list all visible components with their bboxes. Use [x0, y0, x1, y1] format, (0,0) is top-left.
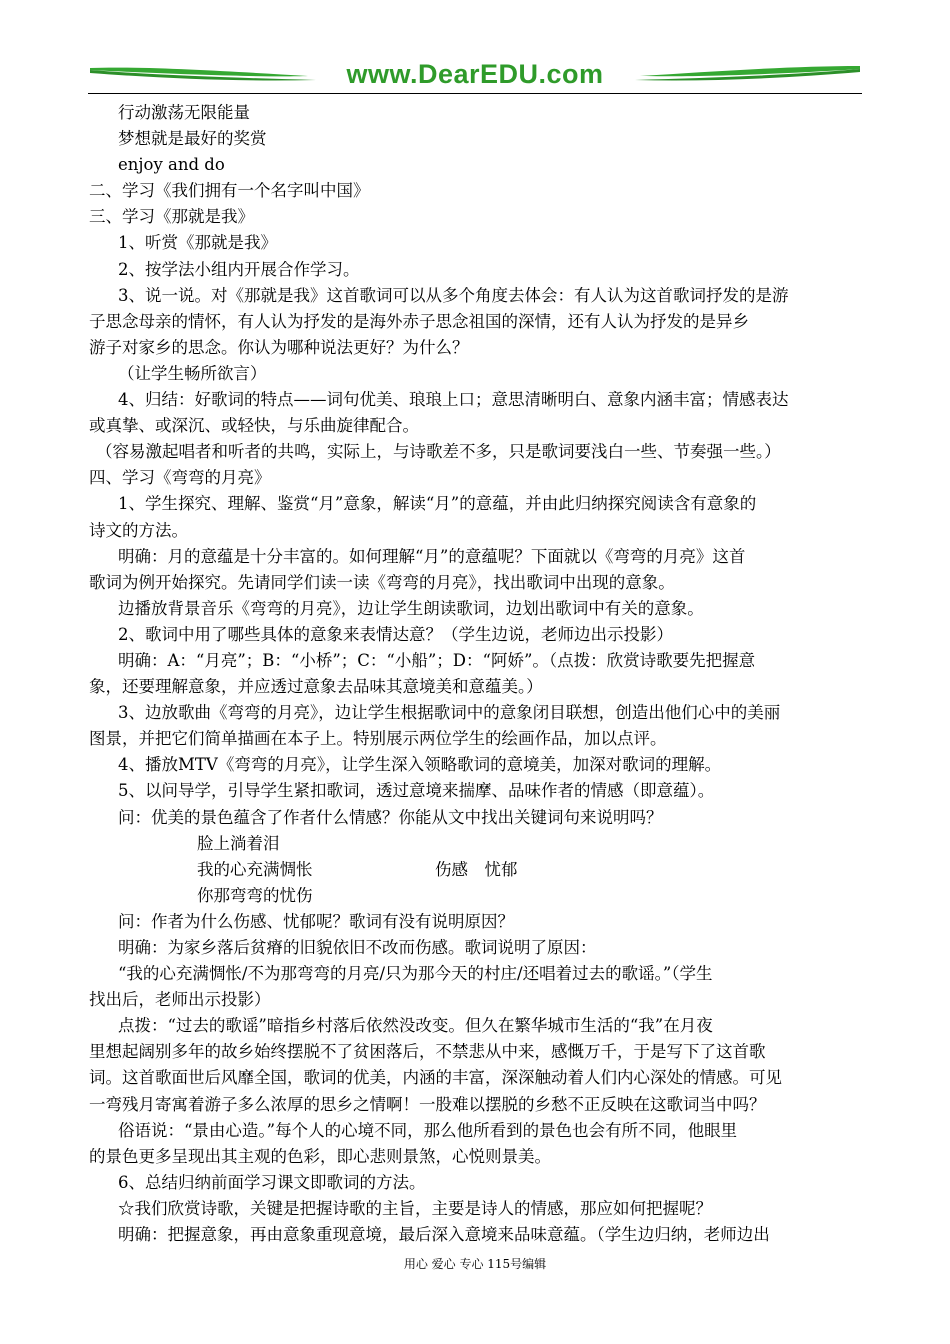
text-line: 或真挚、或深沉、或轻快，与乐曲旋律配合。 — [89, 416, 419, 436]
text-line: （让学生畅所欲言） — [118, 363, 267, 383]
text-line: 一弯残月寄寓着游子多么浓厚的思乡之情啊！一股难以摆脱的乡愁不正反映在这歌词当中吗？ — [89, 1094, 766, 1114]
text-line: 明确：为家乡落后贫瘠的旧貌依旧不改而伤感。歌词说明了原因： — [118, 938, 597, 957]
document-body — [89, 100, 861, 1248]
section-heading: 四、学习《弯弯的月亮》 — [89, 468, 271, 488]
text-line: 4、归结：好歌词的特点——词句优美、琅琅上口；意思清晰明白、意象内涵丰富；情感表达 — [118, 390, 789, 410]
lyric-text: 我的心充满惆怅 — [197, 859, 313, 879]
section-heading: 三、学习《那就是我》 — [89, 207, 254, 227]
text-line: 边播放背景音乐《弯弯的月亮》，边让学生朗读歌词，边划出歌词中有关的意象。 — [118, 598, 704, 618]
text-line: 象，还要理解意象，并应透过意象去品味其意境美和意蕴美。） — [89, 677, 543, 697]
text-line: 2、歌词中用了哪些具体的意象来表情达意？（学生边说，老师边出示投影） — [118, 624, 673, 644]
section-heading: 二、学习《我们拥有一个名字叫中国》 — [89, 181, 370, 201]
text-line: 词。这首歌面世后风靡全国，歌词的优美，内涵的丰富，深深触动着人们内心深处的情感。可见 — [89, 1068, 782, 1088]
site-logo: www.DearEDU.com — [346, 59, 604, 89]
text-line: 里想起阔别多年的故乡始终摆脱不了贫困落后，不禁悲从中来，感慨万千，于是写下了这首歌 — [89, 1042, 766, 1062]
text-line: 歌词为例开始探究。先请同学们读一读《弯弯的月亮》，找出歌词中出现的意象。 — [89, 572, 675, 592]
lyric-line: 你那弯弯的忧伤 — [197, 885, 313, 905]
text-line: enjoy and do — [118, 155, 225, 175]
text-line: 1、学生探究、理解、鉴赏“月”意象，解读“月”的意蕴，并由此归纳探究阅读含有意象的 — [118, 494, 757, 514]
text-line: 明确：A：“月亮”；B：“小桥”；C：“小船”；D：“阿娇”。（点拨：欣赏诗歌要先把握意 — [118, 650, 756, 670]
text-line: 问：作者为什么伤感、忧郁呢？歌词有没有说明原因？ — [118, 911, 514, 931]
emotion-keywords: 伤感 忧郁 — [435, 859, 518, 879]
text-line: 问：优美的景色蕴含了作者什么情感？你能从文中找出关键词句来说明吗？ — [118, 807, 663, 827]
text-line: 找出后，老师出示投影） — [89, 990, 271, 1010]
text-line: 诗文的方法。 — [89, 520, 188, 540]
lyric-line — [89, 857, 861, 883]
text-line: 的景色更多呈现出其主观的色彩，即心悲则景煞，心悦则景美。 — [89, 1146, 551, 1166]
text-line: 3、说一说。对《那就是我》这首歌词可以从多个角度去体会：有人认为这首歌词抒发的是游 — [118, 285, 789, 305]
text-line: 行动激荡无限能量 — [118, 103, 250, 122]
text-line: 6、总结归纳前面学习课文即歌词的方法。 — [118, 1172, 426, 1192]
text-line: 1、听赏《那就是我》 — [118, 233, 277, 253]
text-line: 游子对家乡的思念。你认为哪种说法更好？为什么？ — [89, 337, 469, 357]
text-line: ☆我们欣赏诗歌，关键是把握诗歌的主旨，主要是诗人的情感，那应如何把握呢？ — [118, 1198, 712, 1218]
text-line: （容易激起唱者和听者的共鸣，实际上，与诗歌差不多，只是歌词要浅白一些、节奏强一些。） — [96, 442, 781, 462]
text-line: 梦想就是最好的奖赏 — [118, 129, 267, 149]
text-line: 明确：月的意蕴是十分丰富的。如何理解“月”的意蕴呢？下面就以《弯弯的月亮》这首 — [118, 546, 746, 566]
lyric-line: 脸上淌着泪 — [197, 833, 280, 853]
text-line: 图景，并把它们简单描画在本子上。特别展示两位学生的绘画作品，加以点评。 — [89, 729, 667, 749]
text-line: 5、以问导学，引导学生紧扣歌词，透过意境来揣摩、品味作者的情感（即意蕴）。 — [118, 781, 715, 801]
text-line: 俗语说：“景由心造。”每个人的心境不同，那么他所看到的景色也会有所不同，他眼里 — [118, 1120, 738, 1140]
text-line: 明确：把握意象，再由意象重现意境，最后深入意境来品味意蕴。（学生边归纳，老师边出 — [118, 1225, 770, 1245]
text-line: 4、播放MTV《弯弯的月亮》，让学生深入领略歌词的意境美，加深对歌词的理解。 — [118, 755, 722, 775]
header-divider — [88, 93, 862, 94]
text-line: 2、按学法小组内开展合作学习。 — [118, 259, 360, 279]
page-footer: 用心 爱心 专心 115号编辑 — [403, 1257, 547, 1271]
text-line: “我的心充满惆怅/不为那弯弯的月亮/只为那今天的村庄/还唱着过去的歌谣。”（学生 — [118, 964, 713, 984]
text-line: 子思念母亲的情怀，有人认为抒发的是海外赤子思念祖国的深情，还有人认为抒发的是异乡 — [89, 311, 749, 331]
text-line: 点拨：“过去的歌谣”暗指乡村落后依然没改变。但久在繁华城市生活的“我”在月夜 — [118, 1016, 713, 1036]
text-line: 3、边放歌曲《弯弯的月亮》，边让学生根据歌词中的意象闭目联想，创造出他们心中的美丽 — [118, 703, 781, 723]
site-header — [88, 56, 862, 96]
